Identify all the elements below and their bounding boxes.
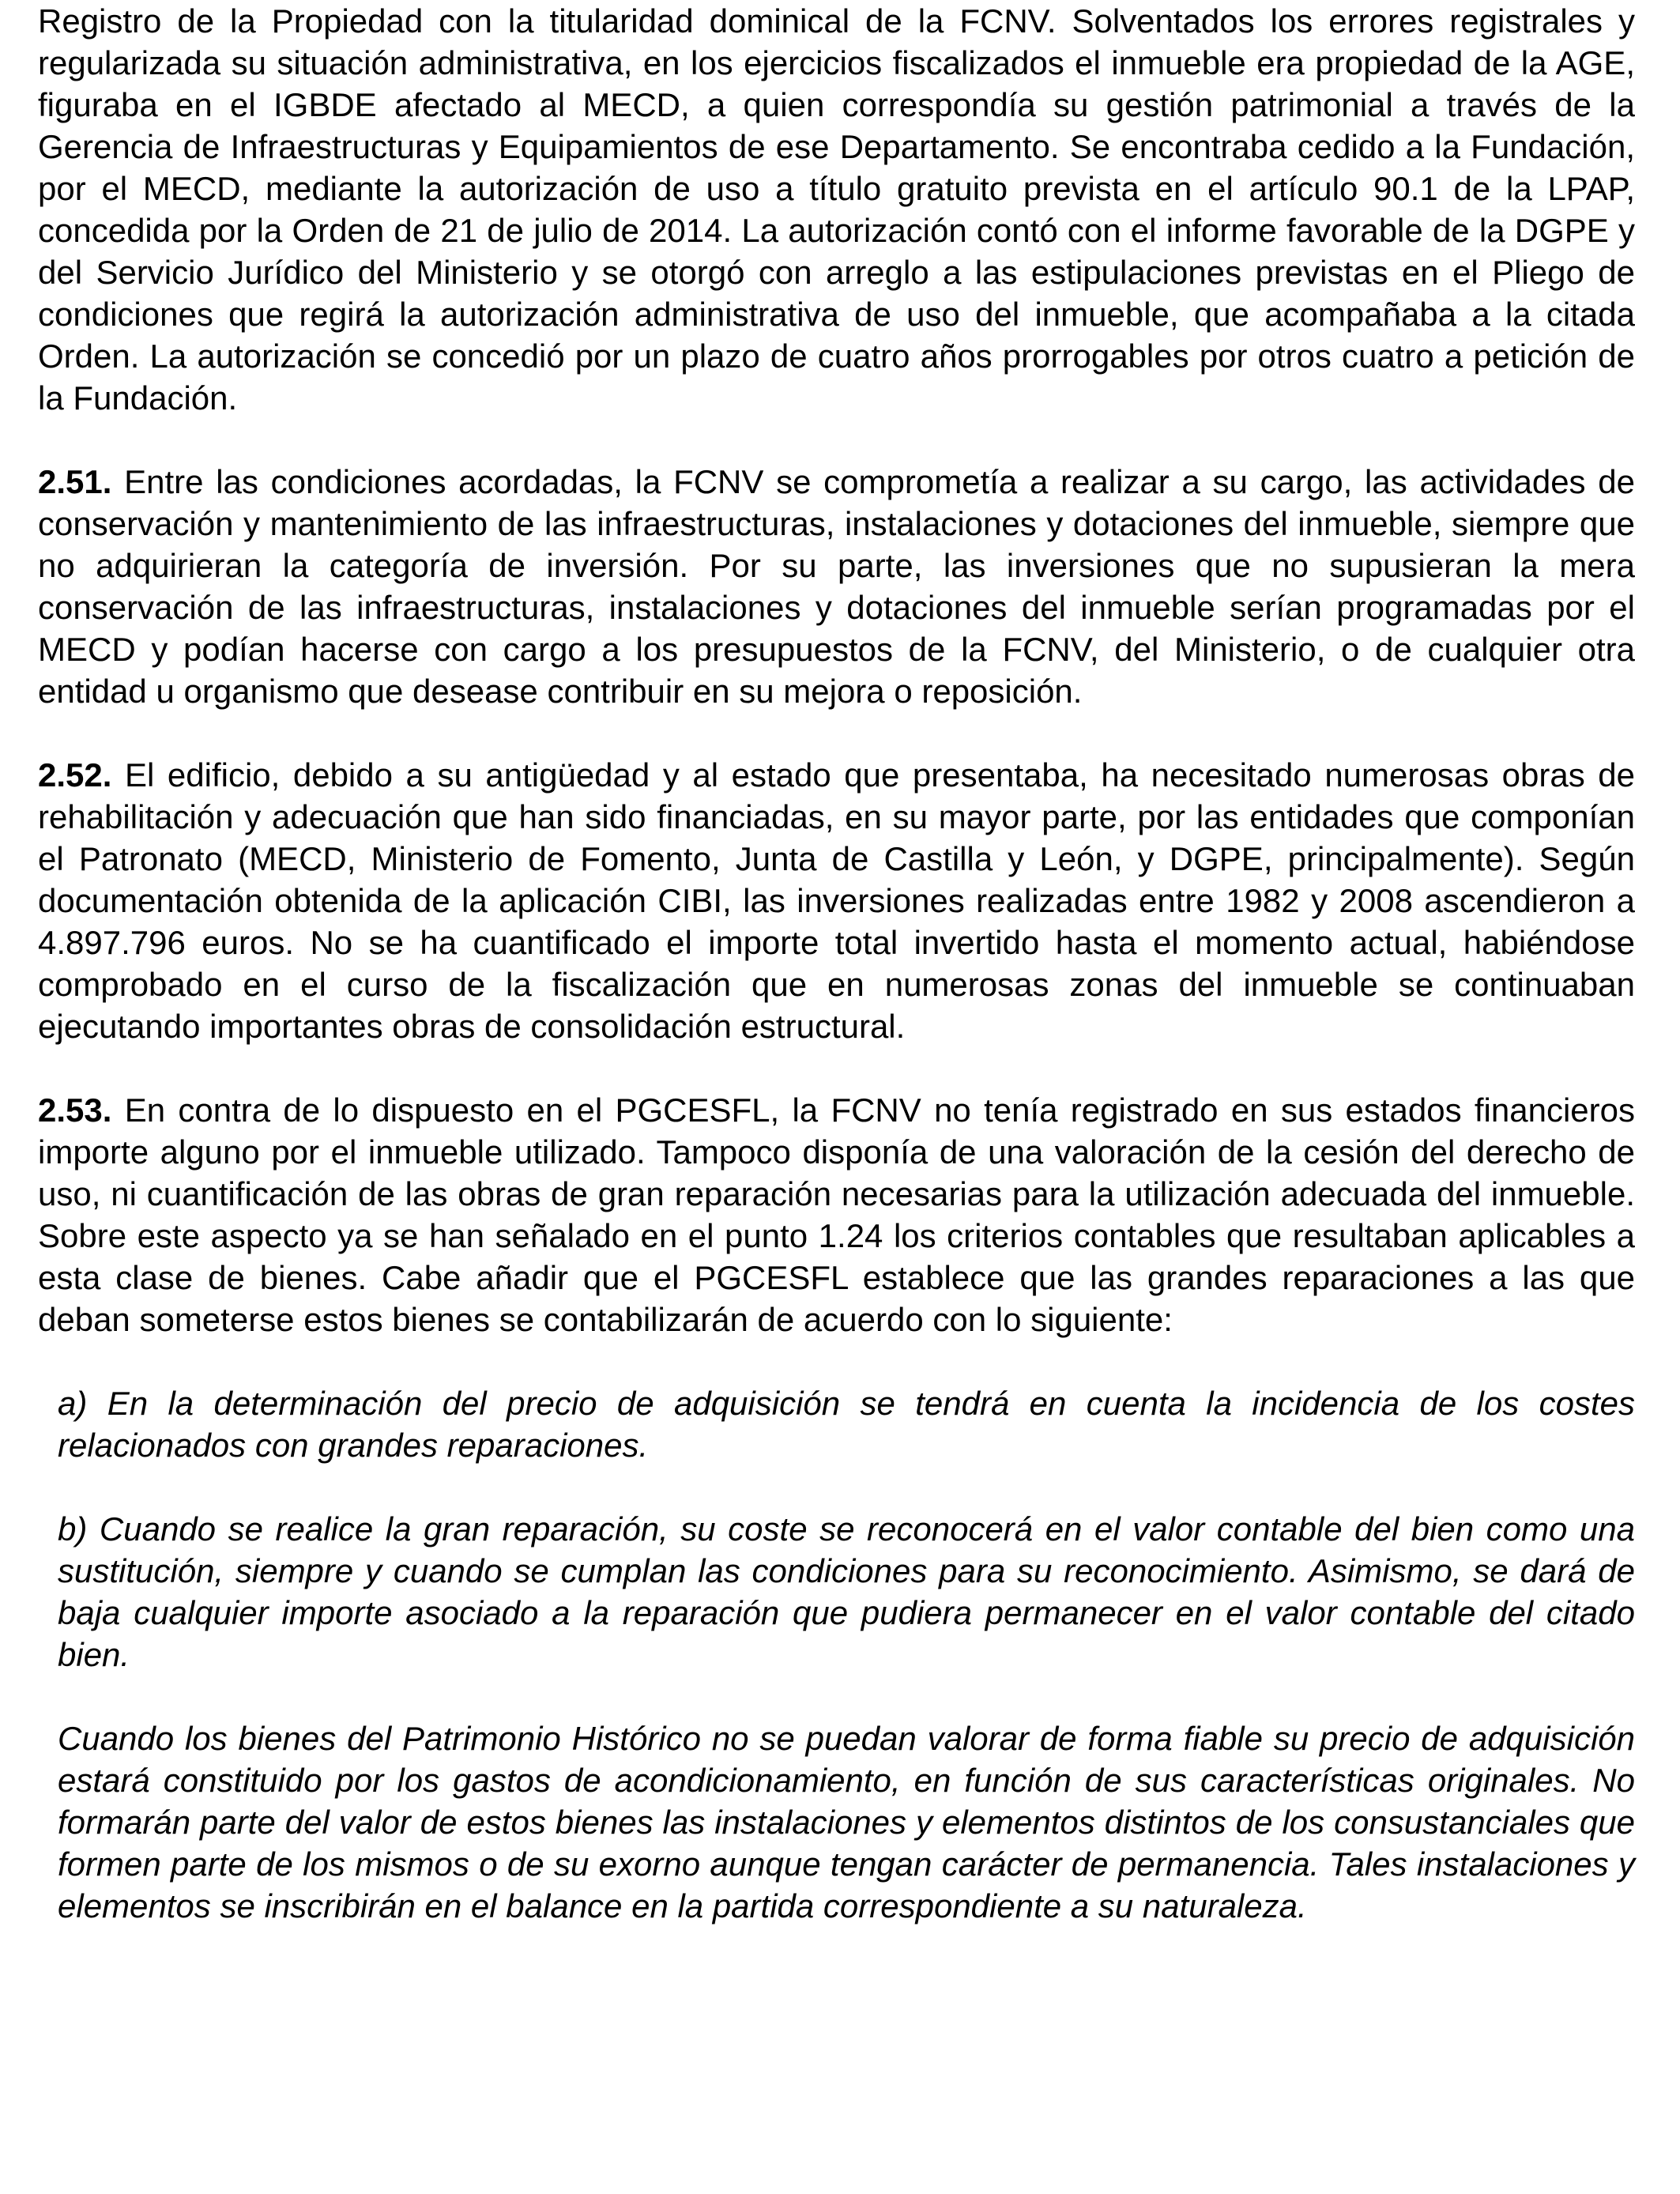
paragraph-number: 2.53.: [38, 1091, 112, 1129]
quote-item-a: a) En la determinación del precio de adquisición se tendrá en cuenta la incidencia de los costes relacionados con grandes reparaciones.: [58, 1385, 1635, 1464]
paragraph-intro: Registro de la Propiedad con la titularidad dominical de la FCNV. Solventados los errores registrales y regularizada su situación administrativa, en los ejercicios fiscalizados el inmueble era propiedad de la AGE, figuraba en el IGBDE afectado al MECD, a quien correspondía su gestión patrimonial a través de la Gerencia de Infraestructuras y Equipamientos de ese Departamento. Se encontraba cedido a la Fundación, por el MECD, mediante la autorización de uso a título gratuito prevista en el artículo 90.1 de la LPAP, concedida por la Orden de 21 de julio de 2014. La autorización contó con el informe favorable de la DGPE y del Servicio Jurídico del Ministerio y se otorgó con arreglo a las estipulaciones previstas en el Pliego de condiciones que regirá la autorización administrativa de uso del inmueble, que acompañaba a la citada Orden. La autorización se concedió por un plazo de cuatro años prorrogables por otros cuatro a petición de la Fundación.: [38, 2, 1635, 417]
paragraph-2-52: [38, 754, 1635, 1047]
paragraph-2-51: [38, 461, 1635, 712]
paragraph-number: 2.51.: [38, 463, 112, 500]
paragraph-text: Entre las condiciones acordadas, la FCNV se comprometía a realizar a su cargo, las actividades de conservación y mantenimiento de las infraestructuras, instalaciones y dotaciones del inmueble, siempre que no adquirieran la categoría de inversión. Por su parte, las inversiones que no supusieran la mera conservación de las infraestructuras, instalaciones y dotaciones del inmueble serían programadas por el MECD y podían hacerse con cargo a los presupuestos de la FCNV, del Ministerio, o de cualquier otra entidad u organismo que desease contribuir en su mejora o reposición.: [38, 463, 1635, 710]
paragraph-number: 2.52.: [38, 756, 112, 794]
paragraph-2-53: [38, 1089, 1635, 1340]
quote-item-b: b) Cuando se realice la gran reparación, su coste se reconocerá en el valor contable del bien como una sustitución, siempre y cuando se cumplan las condiciones para su reconocimiento. Asimismo, se dará de baja cualquier importe asociado a la reparación que pudiera permanecer en el valor contable del citado bien.: [58, 1510, 1635, 1673]
document-page: [38, 0, 1635, 1927]
quote-historic-heritage: Cuando los bienes del Patrimonio Histórico no se puedan valorar de forma fiable su precio de adquisición estará constituido por los gastos de acondicionamiento, en función de sus características originales. No formarán parte del valor de estos bienes las instalaciones y elementos distintos de los consustanciales que formen parte de los mismos o de su exorno aunque tengan carácter de permanencia. Tales instalaciones y elementos se inscribirán en el balance en la partida correspondiente a su naturaleza.: [58, 1720, 1635, 1924]
paragraph-text: El edificio, debido a su antigüedad y al estado que presentaba, ha necesitado numerosas obras de rehabilitación y adecuación que han sido financiadas, en su mayor parte, por las entidades que componían el Patronato (MECD, Ministerio de Fomento, Junta de Castilla y León, y DGPE, principalmente). Según documentación obtenida de la aplicación CIBI, las inversiones realizadas entre 1982 y 2008 ascendieron a 4.897.796 euros. No se ha cuantificado el importe total invertido hasta el momento actual, habiéndose comprobado en el curso de la fiscalización que en numerosas zonas del inmueble se continuaban ejecutando importantes obras de consolidación estructural.: [38, 756, 1635, 1045]
paragraph-text: En contra de lo dispuesto en el PGCESFL, la FCNV no tenía registrado en sus estados financieros importe alguno por el inmueble utilizado. Tampoco disponía de una valoración de la cesión del derecho de uso, ni cuantificación de las obras de gran reparación necesarias para la utilización adecuada del inmueble. Sobre este aspecto ya se han señalado en el punto 1.24 los criterios contables que resultaban aplicables a esta clase de bienes. Cabe añadir que el PGCESFL establece que las grandes reparaciones a las que deban someterse estos bienes se contabilizarán de acuerdo con lo siguiente:: [38, 1091, 1635, 1338]
